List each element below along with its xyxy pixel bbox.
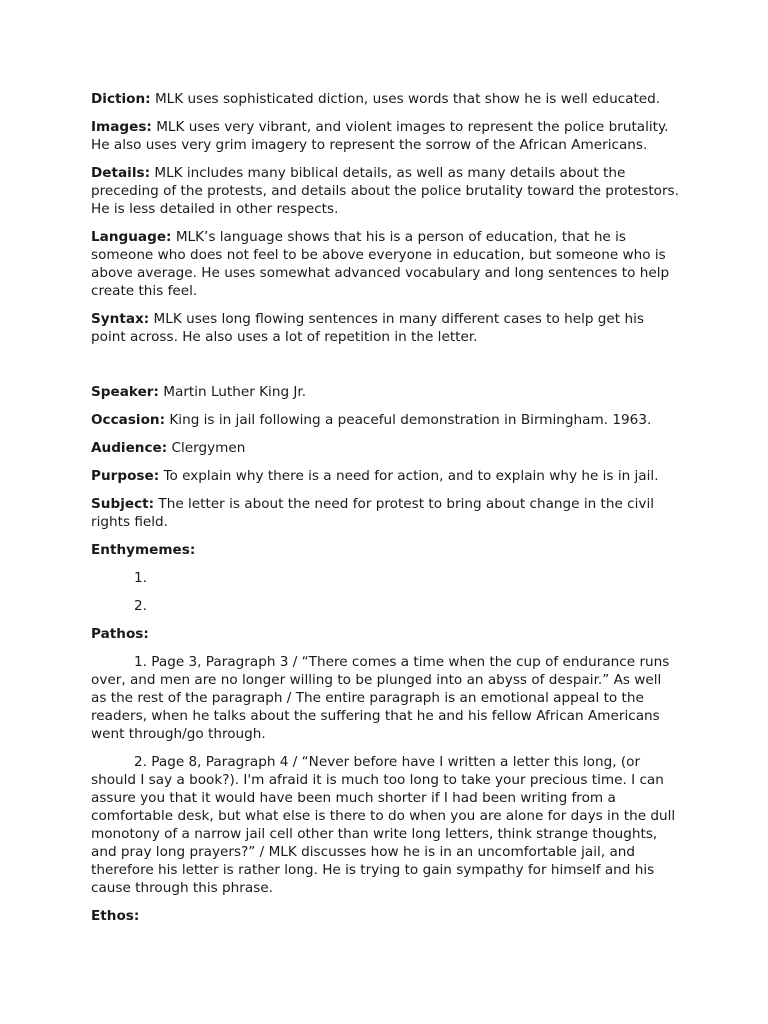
images-label: Images: (91, 119, 152, 135)
enthymeme-item: 1. (134, 570, 147, 586)
syntax-paragraph (91, 310, 681, 346)
audience-label: Audience: (91, 440, 168, 456)
diction-paragraph (91, 90, 681, 108)
details-text: MLK includes many biblical details, as well as many details about the preceding of the protests, and details about the police brutality toward the protestors. He is less detailed in other respects. (91, 165, 679, 217)
speaker-label: Speaker: (91, 384, 159, 400)
audience-text: Clergymen (171, 440, 246, 456)
purpose-label: Purpose: (91, 468, 160, 484)
language-label: Language: (91, 229, 172, 245)
syntax-text: MLK uses long flowing sentences in many different cases to help get his point across. He also uses a lot of repetition in the letter. (91, 311, 644, 345)
enthymemes-heading: Enthymemes: (91, 542, 196, 558)
speaker-text: Martin Luther King Jr. (163, 384, 307, 400)
subject-label: Subject: (91, 496, 155, 512)
purpose-text: To explain why there is a need for action, and to explain why he is in jail. (163, 468, 659, 484)
pathos-heading: Pathos: (91, 626, 149, 642)
language-paragraph (91, 228, 681, 300)
occasion-text: King is in jail following a peaceful demonstration in Birmingham. 1963. (169, 412, 652, 428)
pathos-item: 2. Page 8, Paragraph 4 / “Never before have I written a letter this long, (or should I say a book?). I'm afraid it is much too long to take your precious time. I can assure you that it would have been much shorter if I had been writing from a comfortable desk, but what else is there to do when you are alone for days in the dull monotony of a narrow jail cell other than write long letters, think strange thoughts, and pray long prayers?” / MLK discusses how he is in an uncomfortable jail, and therefore his letter is rather long. He is trying to gain sympathy for himself and his cause through this phrase. (91, 754, 676, 896)
pathos-item: 1. Page 3, Paragraph 3 / “There comes a time when the cup of endurance runs over, and men are no longer willing to be plunged into an abyss of despair.” As well as the rest of the paragraph / The entire paragraph is an emotional appeal to the readers, when he talks about the suffering that he and his fellow African Americans went through/go through. (91, 654, 670, 742)
section-spacer (91, 356, 681, 383)
enthymeme-item: 2. (134, 598, 147, 614)
language-text: MLK’s language shows that his is a person of education, that he is someone who does not feel to be above everyone in education, but someone who is above average. He uses somewhat advanced vocabulary and long sentences to help create this feel. (91, 229, 670, 299)
document-page (91, 90, 681, 935)
purpose-paragraph (91, 467, 681, 485)
details-label: Details: (91, 165, 151, 181)
details-paragraph (91, 164, 681, 218)
occasion-paragraph (91, 411, 681, 429)
diction-label: Diction: (91, 91, 151, 107)
images-paragraph (91, 118, 681, 154)
ethos-heading: Ethos: (91, 908, 140, 924)
speaker-paragraph (91, 383, 681, 401)
syntax-label: Syntax: (91, 311, 150, 327)
diction-text: MLK uses sophisticated diction, uses words that show he is well educated. (154, 91, 661, 107)
occasion-label: Occasion: (91, 412, 166, 428)
subject-paragraph (91, 495, 681, 531)
audience-paragraph (91, 439, 681, 457)
images-text: MLK uses very vibrant, and violent images to represent the police brutality. He also uses very grim imagery to represent the sorrow of the African Americans. (91, 119, 669, 153)
subject-text: The letter is about the need for protest to bring about change in the civil rights field. (91, 496, 655, 530)
